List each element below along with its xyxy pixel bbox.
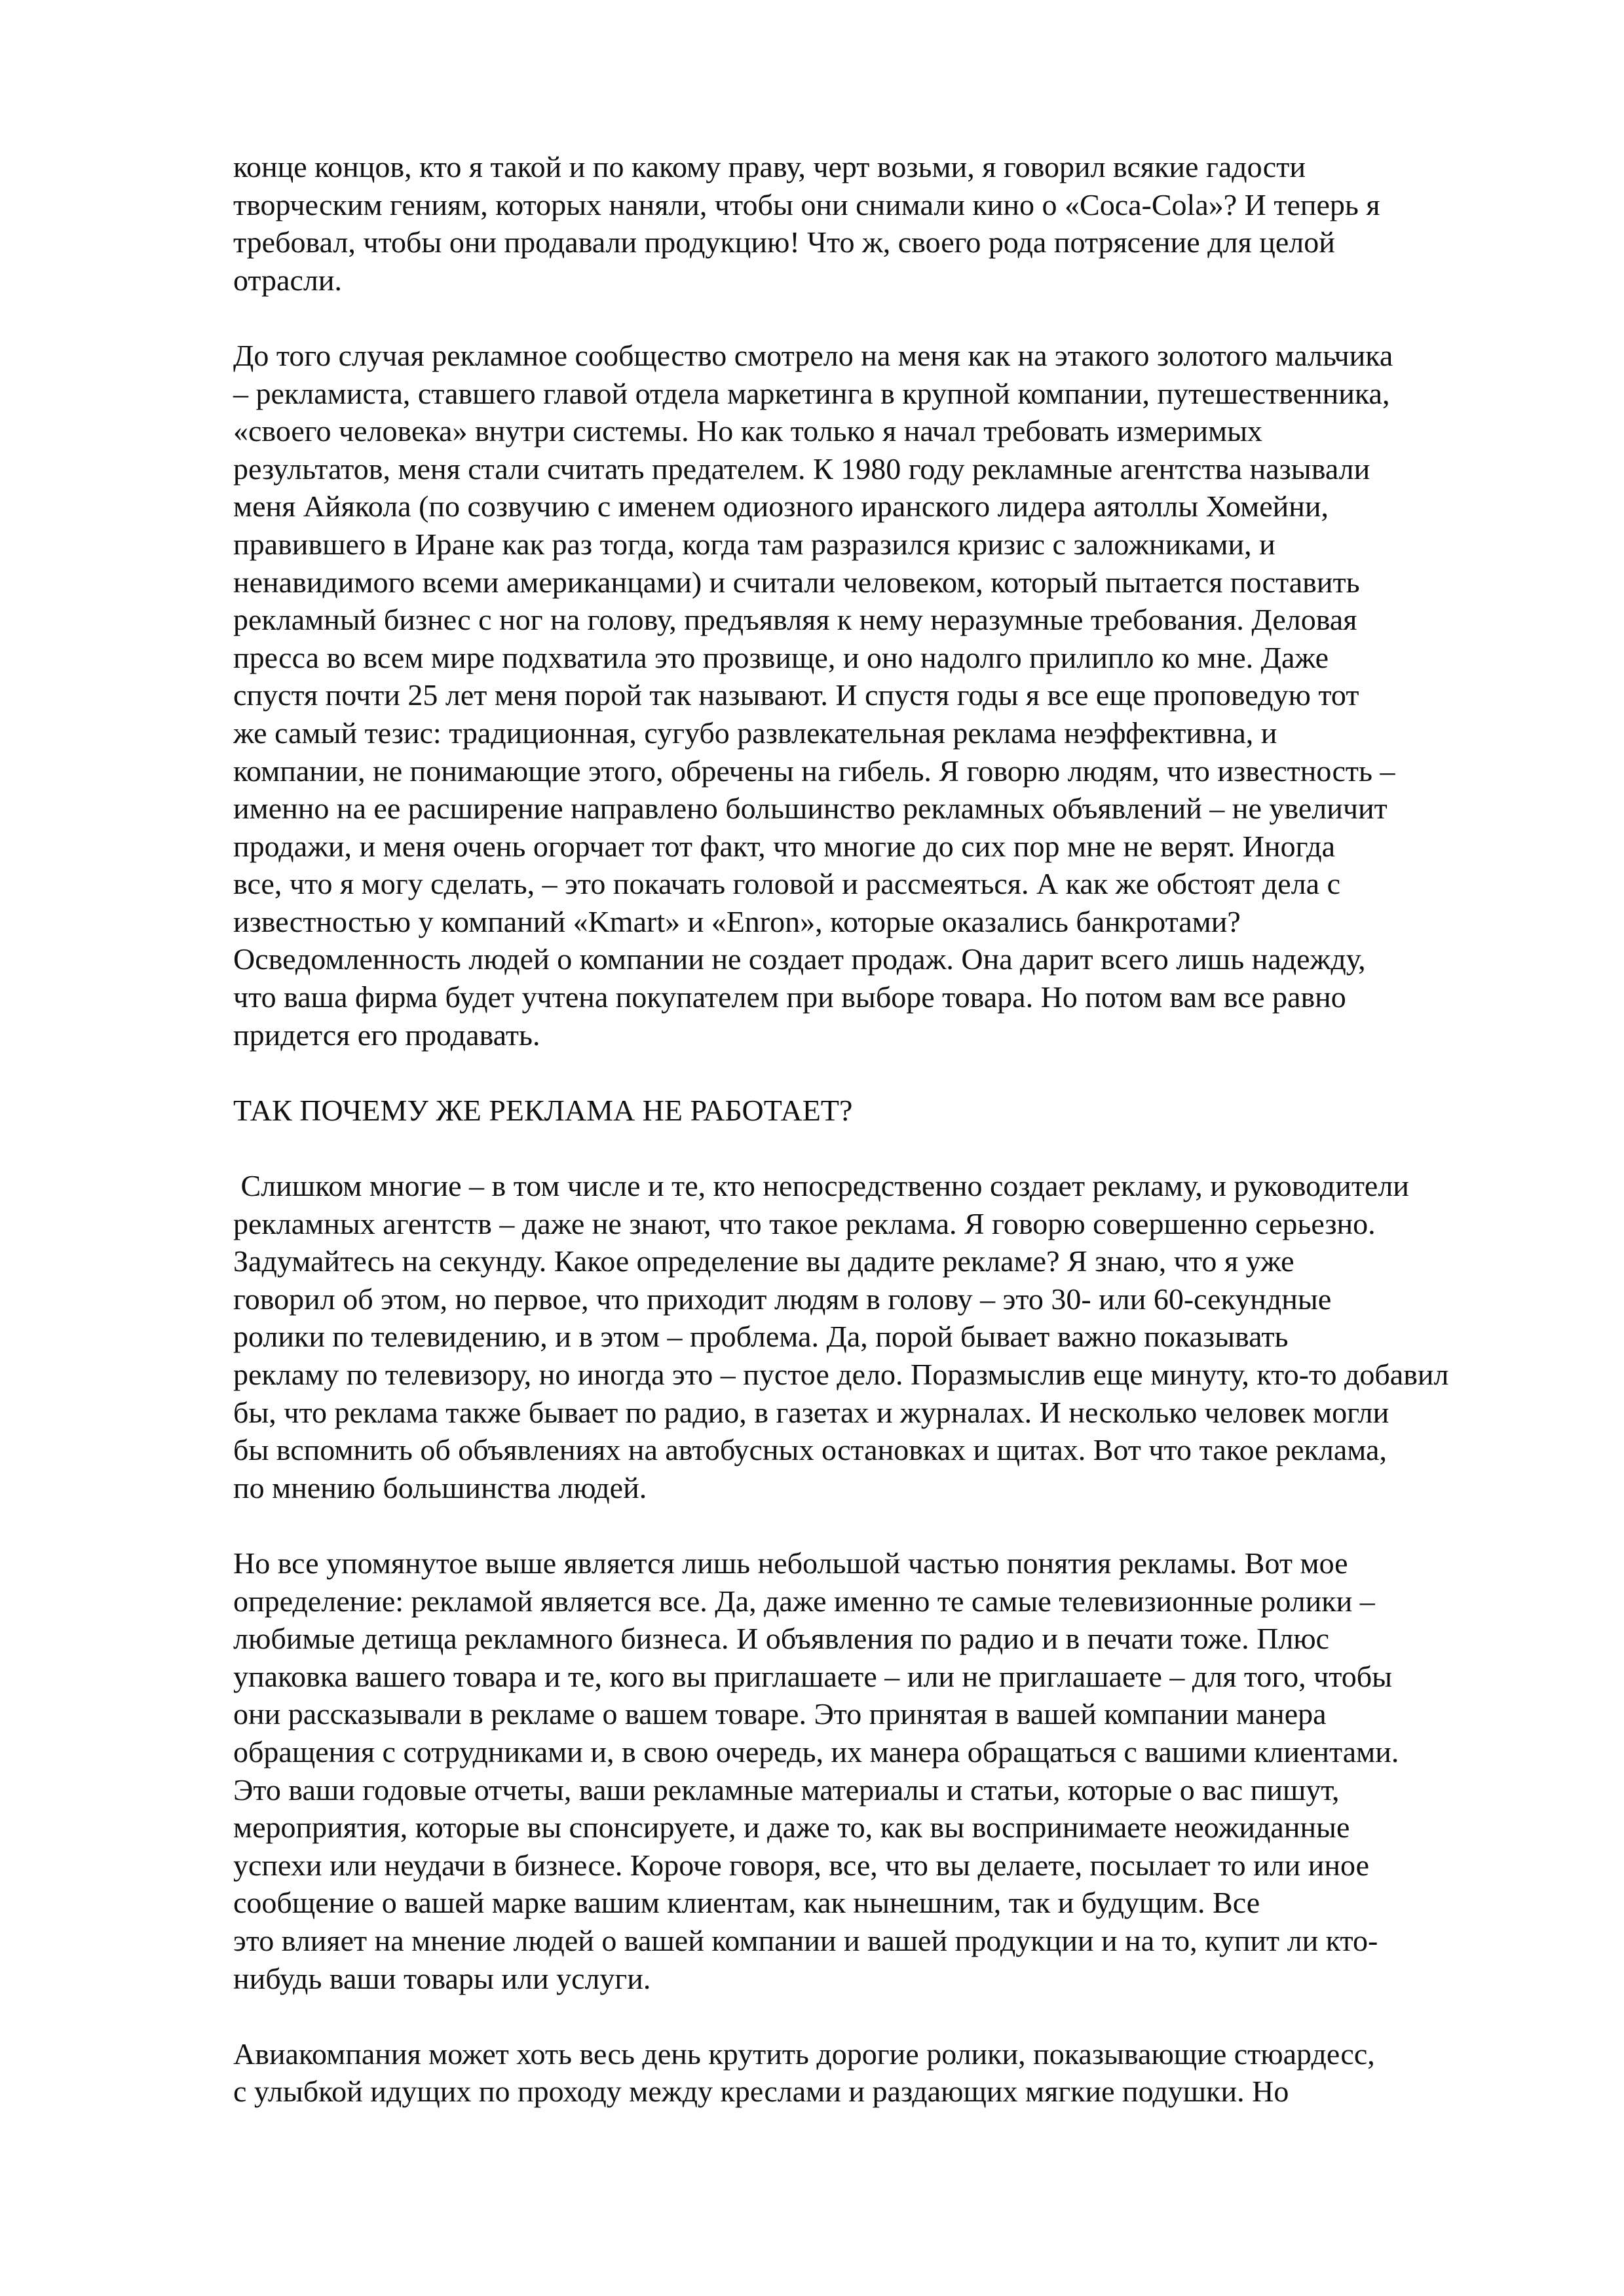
- text-line: Задумайтесь на секунду. Какое определение вы дадите рекламе? Я знаю, что я уже: [233, 1244, 1294, 1278]
- text-line: бы, что реклама также бывает по радио, в газетах и журналах. И несколько человек могли: [233, 1395, 1389, 1429]
- text-line: Осведомленность людей о компании не создает продаж. Она дарит всего лишь надежду,: [233, 942, 1366, 976]
- text-line: же самый тезис: традиционная, сугубо развлекательная реклама неэффективна, и: [233, 716, 1277, 750]
- text-line: говорил об этом, но первое, что приходит людям в голову – это 30- или 60-секундные: [233, 1282, 1332, 1316]
- text-line: упаковка вашего товара и те, кого вы приглашаете – или не приглашаете – для того, чтобы: [233, 1659, 1393, 1693]
- text-line: все, что я могу сделать, – это покачать головой и рассмеяться. А как же обстоят дела с: [233, 867, 1340, 901]
- text-column: [233, 148, 1517, 2148]
- text-line: известностью у компаний «Kmart» и «Enron», которые оказались банкротами?: [233, 904, 1241, 938]
- text-line: это влияет на мнение людей о вашей компании и вашей продукции и на то, купит ли кто-: [233, 1923, 1378, 1957]
- text-line: компании, не понимающие этого, обречены на гибель. Я говорю людям, что известность –: [233, 754, 1395, 788]
- text-line: с улыбкой идущих по проходу между креслами и раздающих мягкие подушки. Но: [233, 2075, 1289, 2109]
- text-line: обращения с сотрудниками и, в свою очередь, их манера обращаться с вашими клиентами.: [233, 1734, 1399, 1769]
- text-line: придется его продавать.: [233, 1018, 540, 1052]
- text-line: результатов, меня стали считать предателем. К 1980 году рекламные агентства называли: [233, 451, 1370, 486]
- text-line: успехи или неудачи в бизнесе. Короче говоря, все, что вы делаете, посылает то или иное: [233, 1848, 1370, 1882]
- text-line: Авиакомпания может хоть весь день крутить дорогие ролики, показывающие стюардесс,: [233, 2037, 1375, 2071]
- text-line: нибудь ваши товары или услуги.: [233, 1961, 651, 1995]
- text-line: по мнению большинства людей.: [233, 1470, 647, 1504]
- paragraph-3: [233, 1167, 1517, 1506]
- paragraph-1: [233, 148, 1517, 299]
- text-line: продажи, и меня очень огорчает тот факт, что многие до сих пор мне не верят. Иногда: [233, 829, 1336, 863]
- text-line: конце концов, кто я такой и по какому праву, черт возьми, я говорил всякие гадости: [233, 150, 1306, 183]
- text-line: именно на ее расширение направлено большинство рекламных объявлений – не увеличит: [233, 792, 1388, 826]
- text-line: они рассказывали в рекламе о вашем товаре. Это принятая в вашей компании манера: [233, 1697, 1327, 1731]
- text-line: рекламу по телевизору, но иногда это – пустое дело. Поразмыслив еще минуту, кто-то добавил: [233, 1358, 1449, 1391]
- text-line: меня Айякола (по созвучию с именем одиозного иранского лидера аятоллы Хомейни,: [233, 489, 1329, 524]
- text-line: ролики по телевидению, и в этом – проблема. Да, порой бывает важно показывать: [233, 1320, 1289, 1354]
- text-line: что ваша фирма будет учтена покупателем при выборе товара. Но потом вам все равно: [233, 980, 1346, 1014]
- text-line: Слишком многие – в том числе и те, кто непосредственно создает рекламу, и руководители: [233, 1169, 1409, 1203]
- text-line: правившего в Иране как раз тогда, когда там разразился кризис с заложниками, и: [233, 527, 1275, 561]
- text-line: сообщение о вашей марке вашим клиентам, как нынешним, так и будущим. Все: [233, 1886, 1260, 1920]
- text-line: «своего человека» внутри системы. Но как только я начал требовать измеримых: [233, 414, 1263, 448]
- text-line: творческим гениям, которых наняли, чтобы они снимали кино о «Coca-Cola»? И теперь я: [233, 187, 1380, 221]
- paragraph-5: [233, 2035, 1517, 2111]
- text-line: До того случая рекламное сообщество смотрело на меня как на этакого золотого мальчика: [233, 338, 1393, 372]
- text-line: ненавидимого всеми американцами) и считали человеком, который пытается поставить: [233, 565, 1360, 599]
- text-line: спустя почти 25 лет меня порой так называют. И спустя годы я все еще проповедую тот: [233, 678, 1359, 712]
- text-line: бы вспомнить об объявлениях на автобусных остановках и щитах. Вот что такое реклама,: [233, 1433, 1387, 1467]
- text-line: Это ваши годовые отчеты, ваши рекламные материалы и статьи, которые о вас пишут,: [233, 1772, 1340, 1807]
- text-line: Но все упомянутое выше является лишь небольшой частью понятия рекламы. Вот мое: [233, 1546, 1348, 1580]
- text-line: – рекламиста, ставшего главой отдела маркетинга в крупной компании, путешественника,: [233, 376, 1390, 410]
- text-line: требовал, чтобы они продавали продукцию! Что ж, своего рода потрясение для целой: [233, 225, 1335, 259]
- section-heading: ТАК ПОЧЕМУ ЖЕ РЕКЛАМА НЕ РАБОТАЕТ?: [233, 1093, 853, 1127]
- text-line: пресса во всем мире подхватила это прозвище, и оно надолго прилипло ко мне. Даже: [233, 640, 1329, 674]
- text-line: отрасли.: [233, 263, 342, 297]
- text-line: рекламный бизнес с ног на голову, предъявляя к нему неразумные требования. Деловая: [233, 603, 1357, 637]
- text-line: рекламных агентств – даже не знают, что такое реклама. Я говорю совершенно серьезно.: [233, 1206, 1376, 1240]
- paragraph-2: [233, 337, 1517, 1054]
- text-line: определение: рекламой является все. Да, даже именно те самые телевизионные ролики –: [233, 1584, 1375, 1618]
- text-line: любимые детища рекламного бизнеса. И объявления по радио и в печати тоже. Плюс: [233, 1622, 1330, 1656]
- paragraph-4: [233, 1544, 1517, 1997]
- text-line: мероприятия, которые вы спонсируете, и даже то, как вы воспринимаете неожиданные: [233, 1810, 1350, 1845]
